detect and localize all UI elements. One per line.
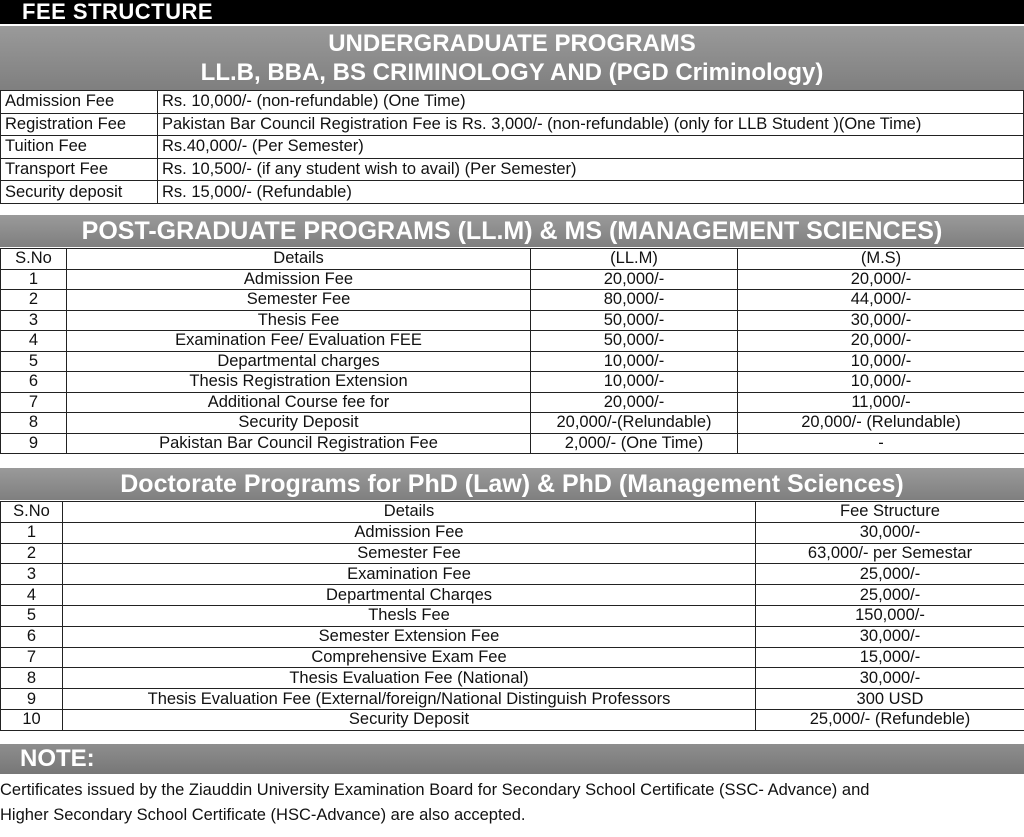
row-details: Additional Course fee for [67, 392, 531, 413]
row-details: Departmental charges [67, 351, 531, 372]
row-llm-fee: 2,000/- (One Time) [531, 433, 738, 454]
page-title: FEE STRUCTURE [22, 0, 214, 24]
postgraduate-title: POST-GRADUATE PROGRAMS (LL.M) & MS (MANAGEMENT SCIENCES) [81, 217, 943, 245]
row-fee: 15,000/- [756, 647, 1024, 668]
table-row [1, 91, 1024, 114]
row-details: Security Deposit [67, 413, 531, 434]
row-sno: 4 [1, 585, 63, 606]
row-details: Thesis Evaluation Fee (National) [63, 668, 756, 689]
table-row [1, 668, 1024, 689]
table-row [1, 564, 1024, 585]
table-header-row [1, 249, 1024, 270]
row-details: Pakistan Bar Council Registration Fee [67, 433, 531, 454]
undergraduate-title: UNDERGRADUATE PROGRAMS [328, 30, 696, 57]
doctorate-banner [0, 468, 1024, 500]
column-header-ms: (M.S) [738, 249, 1024, 270]
table-row [1, 181, 1024, 204]
row-sno: 8 [1, 668, 63, 689]
row-details: Comprehensive Exam Fee [63, 647, 756, 668]
table-row [1, 413, 1024, 434]
row-llm-fee: 10,000/- [531, 372, 738, 393]
undergraduate-banner [0, 26, 1024, 90]
column-header-details: Details [63, 502, 756, 523]
row-details: Departmental Charqes [63, 585, 756, 606]
table-row [1, 392, 1024, 413]
row-fee: 30,000/- [756, 522, 1024, 543]
fee-label: Transport Fee [1, 158, 158, 181]
table-header-row [1, 502, 1024, 523]
fee-value: Rs. 10,500/- (if any student wish to avail) (Per Semester) [158, 158, 1024, 181]
row-ms-fee: 20,000/- [738, 269, 1024, 290]
row-ms-fee: 20,000/- (Relundable) [738, 413, 1024, 434]
row-details: Admission Fee [67, 269, 531, 290]
row-llm-fee: 50,000/- [531, 331, 738, 352]
undergraduate-subtitle: LL.B, BBA, BS CRIMINOLOGY AND (PGD Criminology) [200, 59, 824, 86]
row-sno: 1 [1, 269, 67, 290]
row-llm-fee: 80,000/- [531, 290, 738, 311]
row-sno: 4 [1, 331, 67, 352]
row-llm-fee: 10,000/- [531, 351, 738, 372]
row-details: Thesis Evaluation Fee (External/foreign/National Distinguish Professors [63, 689, 756, 710]
row-ms-fee: 20,000/- [738, 331, 1024, 352]
table-row [1, 310, 1024, 331]
row-details: Examination Fee [63, 564, 756, 585]
row-fee: 30,000/- [756, 626, 1024, 647]
postgraduate-fee-table [0, 248, 1024, 454]
column-header-llm: (LL.M) [531, 249, 738, 270]
fee-value: Pakistan Bar Council Registration Fee is Rs. 3,000/- (non-refundable) (only for LLB Student )(One Time) [158, 113, 1024, 136]
fee-value: Rs. 15,000/- (Refundable) [158, 181, 1024, 204]
row-sno: 9 [1, 433, 67, 454]
table-row [1, 269, 1024, 290]
row-sno: 2 [1, 543, 63, 564]
row-fee: 30,000/- [756, 668, 1024, 689]
row-fee: 25,000/- [756, 564, 1024, 585]
row-details: Admission Fee [63, 522, 756, 543]
row-details: Semester Fee [67, 290, 531, 311]
doctorate-title: Doctorate Programs for PhD (Law) & PhD (Management Sciences) [120, 470, 904, 498]
row-details: Thesis Fee [67, 310, 531, 331]
row-sno: 5 [1, 351, 67, 372]
row-ms-fee: 30,000/- [738, 310, 1024, 331]
column-header-details: Details [67, 249, 531, 270]
table-row [1, 331, 1024, 352]
fee-label: Admission Fee [1, 91, 158, 114]
row-fee: 150,000/- [756, 605, 1024, 626]
row-sno: 7 [1, 647, 63, 668]
row-details: Semester Fee [63, 543, 756, 564]
note-banner [0, 744, 1024, 774]
row-sno: 3 [1, 564, 63, 585]
row-fee: 25,000/- (Refundeble) [756, 709, 1024, 730]
row-fee: 63,000/- per Semestar [756, 543, 1024, 564]
row-details: Thesls Fee [63, 605, 756, 626]
row-ms-fee: 11,000/- [738, 392, 1024, 413]
row-ms-fee: 44,000/- [738, 290, 1024, 311]
row-details: Examination Fee/ Evaluation FEE [67, 331, 531, 352]
fee-label: Registration Fee [1, 113, 158, 136]
table-row [1, 585, 1024, 606]
table-row [1, 113, 1024, 136]
note-text [0, 778, 1024, 828]
row-sno: 7 [1, 392, 67, 413]
table-row [1, 522, 1024, 543]
row-sno: 6 [1, 372, 67, 393]
row-sno: 10 [1, 709, 63, 730]
undergraduate-fee-table [0, 90, 1024, 204]
row-ms-fee: 10,000/- [738, 372, 1024, 393]
table-row [1, 709, 1024, 730]
row-details: Security Deposit [63, 709, 756, 730]
row-sno: 9 [1, 689, 63, 710]
row-llm-fee: 20,000/-(Relundable) [531, 413, 738, 434]
note-line-1: Certificates issued by the Ziauddin University Examination Board for Secondary School Certificate (SSC- Advance) and [0, 781, 870, 799]
row-llm-fee: 50,000/- [531, 310, 738, 331]
table-row [1, 351, 1024, 372]
fee-value: Rs.40,000/- (Per Semester) [158, 136, 1024, 159]
row-sno: 8 [1, 413, 67, 434]
row-fee: 300 USD [756, 689, 1024, 710]
row-ms-fee: 10,000/- [738, 351, 1024, 372]
row-sno: 1 [1, 522, 63, 543]
column-header-fee: Fee Structure [756, 502, 1024, 523]
table-row [1, 372, 1024, 393]
column-header-sno: S.No [1, 249, 67, 270]
row-ms-fee: - [738, 433, 1024, 454]
row-sno: 2 [1, 290, 67, 311]
table-row [1, 543, 1024, 564]
table-row [1, 290, 1024, 311]
table-row [1, 689, 1024, 710]
column-header-sno: S.No [1, 502, 63, 523]
table-row [1, 626, 1024, 647]
row-sno: 6 [1, 626, 63, 647]
note-line-2: Higher Secondary School Certificate (HSC-Advance) are also accepted. [0, 806, 526, 824]
doctorate-fee-table [0, 501, 1024, 731]
note-title: NOTE: [20, 745, 95, 772]
postgraduate-banner [0, 215, 1024, 247]
fee-label: Tuition Fee [1, 136, 158, 159]
table-row [1, 605, 1024, 626]
row-sno: 3 [1, 310, 67, 331]
row-llm-fee: 20,000/- [531, 269, 738, 290]
row-llm-fee: 20,000/- [531, 392, 738, 413]
row-sno: 5 [1, 605, 63, 626]
page-title-bar [0, 0, 1024, 24]
fee-label: Security deposit [1, 181, 158, 204]
row-details: Semester Extension Fee [63, 626, 756, 647]
fee-value: Rs. 10,000/- (non-refundable) (One Time) [158, 91, 1024, 114]
table-row [1, 433, 1024, 454]
table-row [1, 647, 1024, 668]
row-fee: 25,000/- [756, 585, 1024, 606]
table-row [1, 136, 1024, 159]
row-details: Thesis Registration Extension [67, 372, 531, 393]
table-row [1, 158, 1024, 181]
